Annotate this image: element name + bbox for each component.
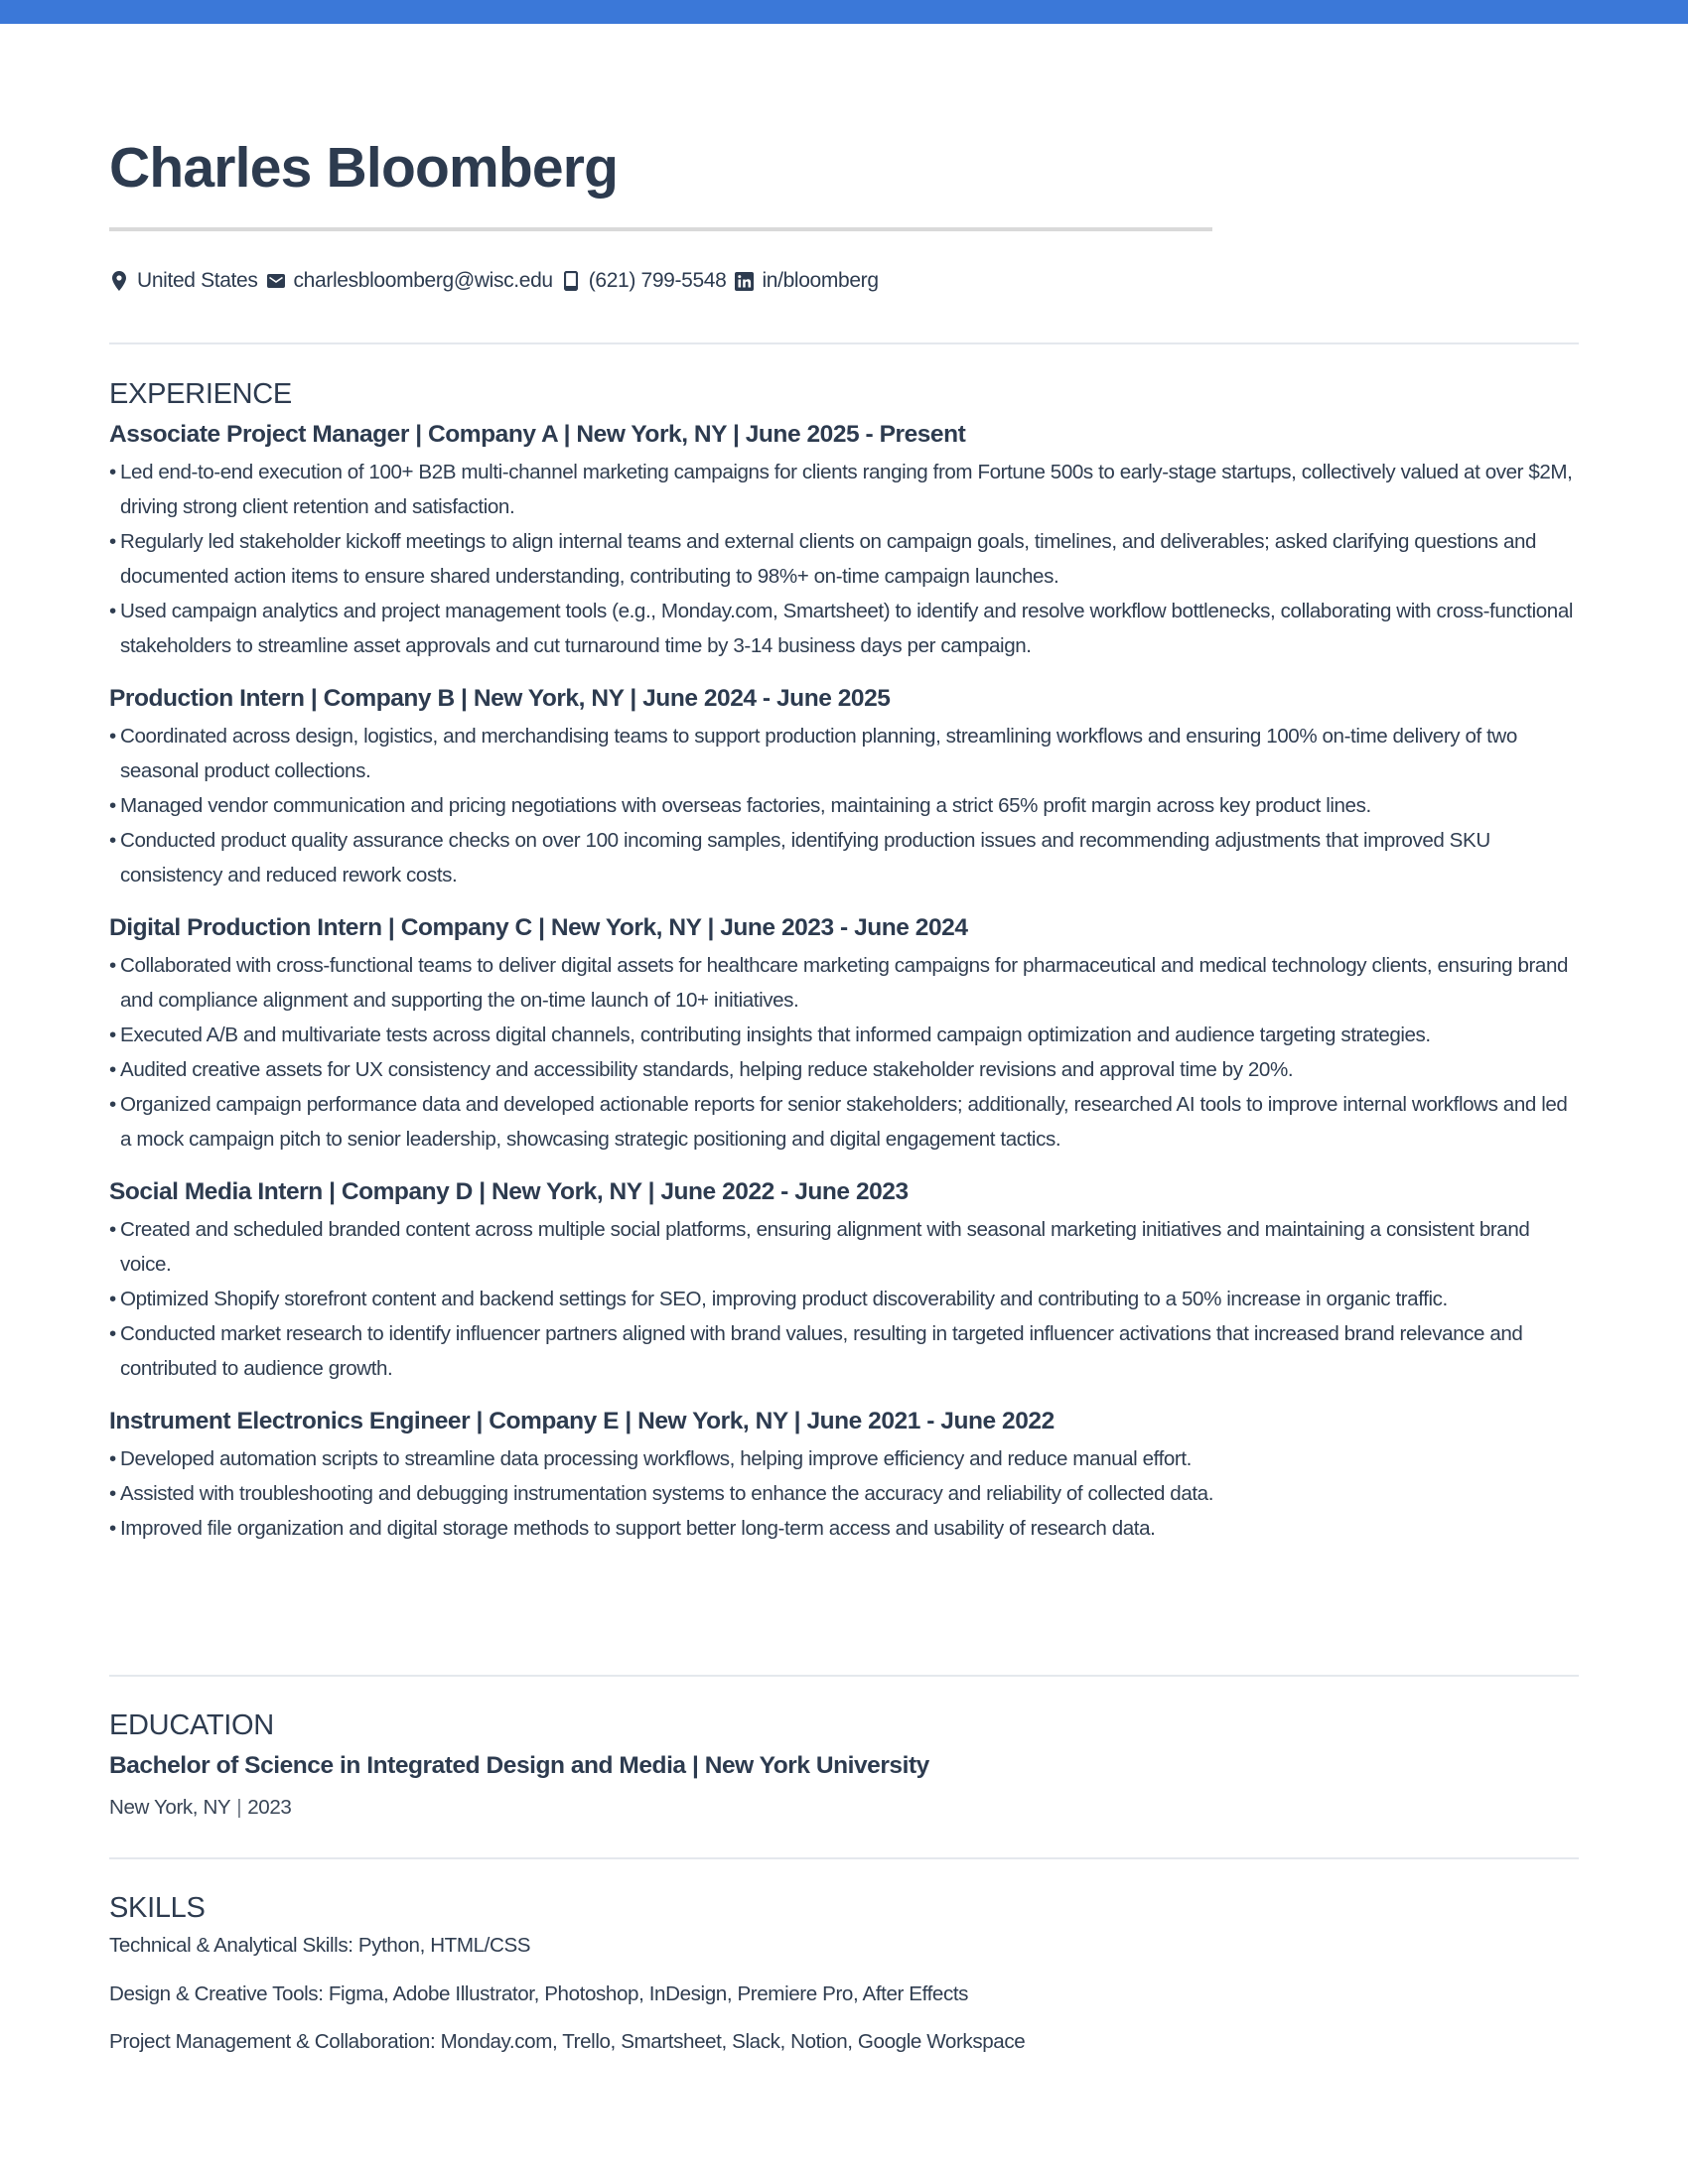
job-title: Associate Project Manager | Company A | New York, NY | June 2025 - Present (109, 421, 966, 448)
section-heading-skills: SKILLS (109, 1892, 206, 1924)
section-divider (109, 1675, 1579, 1677)
job-entry (109, 1172, 1579, 1386)
bullet-dot: • (109, 1093, 116, 1116)
job-bullets (109, 455, 1579, 663)
job-bullets (109, 719, 1579, 892)
bullet-item (109, 788, 1579, 823)
bullet-dot: • (109, 725, 116, 748)
phone-text[interactable]: (621) 799-5548 (588, 269, 727, 292)
bullet-dot: • (109, 600, 116, 622)
job-title: Digital Production Intern | Company C | New York, NY | June 2023 - June 2024 (109, 914, 968, 941)
skill-row: Project Management & Collaboration: Monday.com, Trello, Smartsheet, Slack, Notion, Google Workspace (109, 2030, 1026, 2053)
bullet-dot: • (109, 530, 116, 553)
job-title: Instrument Electronics Engineer | Company E | New York, NY | June 2021 - June 2022 (109, 1408, 1055, 1434)
bullet-dot: • (109, 1288, 116, 1310)
contact-phone[interactable] (561, 269, 727, 293)
job-entry (109, 415, 1579, 663)
bullet-text: Organized campaign performance data and developed actionable reports for senior stakeholders; additionally, researched AI tools to improve internal workflows and led a mock campaign pitch to senior leadership, showcasing strategic positioning and digital engagement tactics. (120, 1093, 1568, 1151)
bullet-text: Conducted market research to identify influencer partners aligned with brand values, resulting in targeted influencer activations that increased brand relevance and contributed to audience growth. (120, 1322, 1523, 1380)
education-degree: Bachelor of Science in Integrated Design and Media | New York University (109, 1752, 929, 1779)
bullet-text: Conducted product quality assurance checks on over 100 incoming samples, identifying production issues and recommending adjustments that improved SKU consistency and reduced rework costs. (120, 829, 1490, 887)
education-meta (109, 1787, 1579, 1829)
skill-row: Design & Creative Tools: Figma, Adobe Illustrator, Photoshop, InDesign, Premiere Pro, After Effects (109, 1981, 969, 2005)
bullet-text: Created and scheduled branded content across multiple social platforms, ensuring alignment with seasonal marketing initiatives and maintaining a consistent brand voice. (120, 1218, 1530, 1276)
bullet-item (109, 455, 1579, 524)
contact-line (109, 266, 887, 296)
bullet-item (109, 948, 1579, 1018)
bullet-item (109, 1018, 1579, 1052)
name-underline-rule (109, 227, 1212, 231)
bullet-item (109, 524, 1579, 594)
bullet-dot: • (109, 1058, 116, 1081)
linkedin-text[interactable]: in/bloomberg (762, 269, 879, 292)
location-text: United States (137, 269, 258, 292)
job-entry (109, 679, 1579, 892)
bullet-text: Led end-to-end execution of 100+ B2B multi-channel marketing campaigns for clients ranging from Fortune 500s to early-stage startups, collectively valued at over $2M, driving strong client retention and satisfaction. (120, 461, 1573, 518)
bullet-dot: • (109, 829, 116, 852)
email-text[interactable]: charlesbloomberg@wisc.edu (293, 269, 553, 292)
bullet-text: Managed vendor communication and pricing negotiations with overseas factories, maintaining a strict 65% profit margin across key product lines. (120, 794, 1371, 817)
mobile-phone-icon (561, 271, 581, 291)
section-heading-experience: EXPERIENCE (109, 378, 292, 410)
bullet-item (109, 1441, 1579, 1476)
bullet-text: Used campaign analytics and project management tools (e.g., Monday.com, Smartsheet) to identify and resolve workflow bottlenecks, collaborating with cross-functional stakeholders to streamline asset approvals and cut turnaround time by 3-14 business days per campaign. (120, 600, 1574, 657)
bullet-item (109, 1476, 1579, 1511)
section-heading-education: EDUCATION (109, 1709, 274, 1741)
envelope-icon (266, 271, 286, 291)
job-bullets (109, 948, 1579, 1157)
bullet-text: Collaborated with cross-functional teams to deliver digital assets for healthcare marketing campaigns for pharmaceutical and medical technology clients, ensuring brand and compliance alignment and supporting the on-time launch of 10+ initiatives. (120, 954, 1569, 1012)
bullet-text: Developed automation scripts to streamline data processing workflows, helping improve efficiency and reduce manual effort. (120, 1447, 1192, 1470)
job-entry (109, 1402, 1579, 1546)
education-year: 2023 (247, 1796, 292, 1819)
job-title: Social Media Intern | Company D | New York, NY | June 2022 - June 2023 (109, 1178, 909, 1205)
bullet-item (109, 1212, 1579, 1282)
section-divider (109, 1857, 1579, 1859)
experience-section (109, 374, 1579, 1546)
bullet-text: Audited creative assets for UX consistency and accessibility standards, helping reduce stakeholder revisions and approval time by 20%. (120, 1058, 1294, 1081)
bullet-dot: • (109, 1322, 116, 1345)
bullet-text: Optimized Shopify storefront content and backend settings for SEO, improving product discoverability and contributing to a 50% increase in organic traffic. (120, 1288, 1448, 1310)
bullet-text: Coordinated across design, logistics, and merchandising teams to support production planning, streamlining workflows and ensuring 100% on-time delivery of two seasonal product collections. (120, 725, 1517, 782)
bullet-dot: • (109, 1482, 116, 1505)
bullet-dot: • (109, 1024, 116, 1046)
bullet-dot: • (109, 1218, 116, 1241)
bullet-dot: • (109, 1517, 116, 1540)
linkedin-icon (734, 271, 754, 291)
bullet-item (109, 1316, 1579, 1386)
education-section (109, 1706, 1579, 1829)
bullet-item (109, 1087, 1579, 1157)
bullet-dot: • (109, 461, 116, 483)
bullet-text: Assisted with troubleshooting and debugging instrumentation systems to enhance the accuracy and reliability of collected data. (120, 1482, 1214, 1505)
contact-email[interactable] (266, 269, 553, 293)
job-entry (109, 908, 1579, 1157)
candidate-name: Charles Bloomberg (109, 136, 619, 200)
bullet-dot: • (109, 954, 116, 977)
skill-row: Technical & Analytical Skills: Python, HTML/CSS (109, 1934, 531, 1957)
contact-location (109, 269, 258, 293)
job-title: Production Intern | Company B | New York, NY | June 2024 - June 2025 (109, 685, 891, 712)
bullet-item (109, 719, 1579, 788)
bullet-dot: • (109, 794, 116, 817)
bullet-item (109, 1052, 1579, 1087)
bullet-item (109, 594, 1579, 663)
meta-separator: | (236, 1796, 242, 1819)
bullet-item (109, 823, 1579, 892)
skills-section (109, 1888, 1579, 2067)
bullet-dot: • (109, 1447, 116, 1470)
bullet-text: Improved file organization and digital storage methods to support better long-term access and usability of research data. (120, 1517, 1156, 1540)
job-bullets (109, 1441, 1579, 1546)
job-bullets (109, 1212, 1579, 1386)
accent-top-bar (0, 0, 1688, 24)
bullet-text: Regularly led stakeholder kickoff meetings to align internal teams and external clients on campaign goals, timelines, and deliverables; asked clarifying questions and documented action items to ensure shared understanding, contributing to 98%+ on-time campaign launches. (120, 530, 1537, 588)
education-location: New York, NY (109, 1796, 231, 1819)
bullet-item (109, 1511, 1579, 1546)
bullet-item (109, 1282, 1579, 1316)
contact-linkedin[interactable] (734, 269, 878, 293)
section-divider (109, 342, 1579, 344)
bullet-text: Executed A/B and multivariate tests across digital channels, contributing insights that informed campaign optimization and audience targeting strategies. (120, 1024, 1431, 1046)
location-pin-icon (109, 271, 129, 291)
